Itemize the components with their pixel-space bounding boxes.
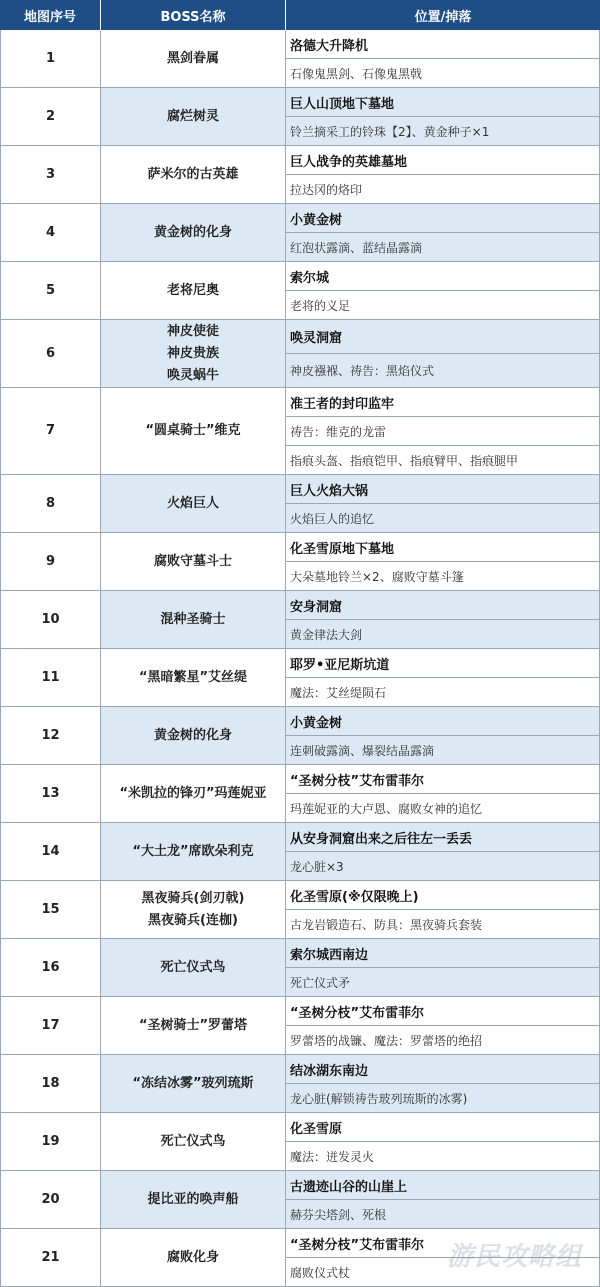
map-number-cell: 16 [0,939,101,997]
boss-name: “圆桌骑士”维克 [145,423,241,438]
map-number-cell: 18 [0,1055,101,1113]
location-cell: 巨人山顶地下墓地 [286,88,600,117]
drop-item-cell: 祷告：维克的龙雷 [286,417,600,446]
boss-name-cell [101,204,286,262]
location-cell: 古遗迹山谷的山崖上 [286,1171,600,1200]
boss-name: “冻结冰雾”玻列琉斯 [132,1075,254,1091]
location-cell: 唤灵洞窟 [286,320,600,354]
boss-name: 黄金树的化身 [153,727,232,743]
boss-name: 混种圣骑士 [160,611,226,627]
map-number-cell: 8 [0,475,101,533]
map-number-cell: 10 [0,591,101,649]
location-cell: 索尔城 [286,262,600,291]
map-number-cell: 14 [0,823,101,881]
location-cell: 索尔城西南边 [286,939,600,968]
boss-name-cell [101,146,286,204]
drop-item-cell: 罗蕾塔的战镰、魔法：罗蕾塔的绝招 [286,1026,600,1055]
boss-name-cell [101,707,286,765]
map-number-cell: 4 [0,204,101,262]
drop-item-cell: 死亡仪式矛 [286,968,600,997]
boss-name-cell [101,30,286,88]
boss-name: 萨米尔的古英雄 [147,166,239,182]
drop-item-cell: 赫芬尖塔剑、死根 [286,1200,600,1229]
map-number-cell: 17 [0,997,101,1055]
boss-name: 黑剑眷属 [166,50,219,66]
boss-name-cell [101,88,286,146]
boss-name: “大土龙”席欧朵利克 [132,843,254,859]
location-cell: “圣树分枝”艾布雷菲尔 [286,1229,600,1258]
location-cell: 洛德大升降机 [286,30,600,59]
location-cell: 巨人战争的英雄墓地 [286,146,600,175]
drop-item-cell: 指痕头盔、指痕铠甲、指痕臂甲、指痕腿甲 [286,446,600,475]
boss-name-cell [101,1171,286,1229]
boss-name-cell [101,475,286,533]
location-cell: “圣树分枝”艾布雷菲尔 [286,765,600,794]
drop-item-cell: 神皮襁褓、祷告：黑焰仪式 [286,354,600,388]
boss-name: 神皮贵族 [166,345,219,361]
drop-item-cell: 火焰巨人的追忆 [286,504,600,533]
map-number-cell: 13 [0,765,101,823]
boss-name: 火焰巨人 [166,495,219,511]
location-cell: 结冰湖东南边 [286,1055,600,1084]
boss-name-cell [101,997,286,1055]
location-cell: 耶罗•亚尼斯坑道 [286,649,600,678]
boss-name-cell [101,765,286,823]
drop-item-cell: 铃兰摘采工的铃珠【2】、黄金种子×1 [286,117,600,146]
drop-item-cell: 石像鬼黑剑、石像鬼黑戟 [286,59,600,88]
map-number-cell: 19 [0,1113,101,1171]
map-number-cell: 6 [0,320,101,388]
boss-name: 死亡仪式鸟 [160,1133,226,1149]
drop-item-cell: 龙心脏(解锁祷告玻列琉斯的冰雾) [286,1084,600,1113]
boss-name: 腐败守墓斗士 [153,553,232,569]
location-cell: 巨人火焰大锅 [286,475,600,504]
boss-name: 黄金树的化身 [153,224,232,240]
boss-name-cell [101,1055,286,1113]
drop-item-cell: 老将的义足 [286,291,600,320]
boss-name: 腐败化身 [166,1249,219,1265]
location-cell: 准王者的封印监牢 [286,388,600,417]
map-number-cell: 7 [0,388,101,475]
watermark-logo: 游民攻略组 [446,1242,582,1272]
location-cell: 小黄金树 [286,204,600,233]
boss-name: 黑夜骑兵(剑刃戟) [141,890,245,906]
drop-item-cell: 黄金律法大剑 [286,620,600,649]
boss-name: 提比亚的唤声船 [147,1191,239,1207]
boss-name: “米凯拉的锋刃”玛莲妮亚 [119,785,267,801]
drop-item-cell: 古龙岩锻造石、防具：黑夜骑兵套装 [286,910,600,939]
location-cell: 化圣雪原地下墓地 [286,533,600,562]
map-number-cell: 12 [0,707,101,765]
map-number-cell: 2 [0,88,101,146]
drop-item-cell: 红泡状露滴、蓝结晶露滴 [286,233,600,262]
drop-item-cell: 拉达冈的烙印 [286,175,600,204]
boss-name-cell [101,649,286,707]
boss-name-cell [101,823,286,881]
header-map-number: 地图序号 [0,0,101,30]
boss-name: “黑暗繁星”艾丝缇 [138,669,248,685]
location-cell: 化圣雪原(※仅限晚上) [286,881,600,910]
map-number-cell: 9 [0,533,101,591]
drop-item-cell: 大朵墓地铃兰×2、腐败守墓斗篷 [286,562,600,591]
location-cell: 从安身洞窟出来之后往左一丢丢 [286,823,600,852]
map-number-cell: 11 [0,649,101,707]
boss-name-cell [101,320,286,388]
drop-item-cell: 玛莲妮亚的大卢恩、腐败女神的追忆 [286,794,600,823]
boss-name: 唤灵蜗牛 [166,367,219,383]
boss-name: 神皮使徒 [166,323,219,339]
map-number-cell: 3 [0,146,101,204]
boss-name: 腐烂树灵 [166,108,219,124]
boss-name-cell [101,533,286,591]
map-number-cell: 15 [0,881,101,939]
boss-name: “圣树骑士”罗蕾塔 [138,1017,248,1033]
boss-name-cell [101,1113,286,1171]
drop-item-cell: 连刺破露滴、爆裂结晶露滴 [286,736,600,765]
boss-name: 死亡仪式鸟 [160,959,226,975]
map-number-cell: 5 [0,262,101,320]
header-boss-name: BOSS名称 [101,0,286,30]
boss-name-cell [101,262,286,320]
map-number-cell: 21 [0,1229,101,1287]
location-cell: 安身洞窟 [286,591,600,620]
drop-item-cell: 魔法：艾丝缇陨石 [286,678,600,707]
drop-item-cell: 龙心脏×3 [286,852,600,881]
boss-name-cell [101,939,286,997]
drop-item-cell: 魔法：迸发灵火 [286,1142,600,1171]
boss-name: 黑夜骑兵(连枷) [148,912,238,928]
boss-name-cell [101,1229,286,1287]
boss-name-cell [101,591,286,649]
map-number-cell: 1 [0,30,101,88]
boss-name-cell [101,388,286,475]
location-cell: “圣树分枝”艾布雷菲尔 [286,997,600,1026]
boss-name: 老将尼奥 [166,282,219,298]
boss-name-cell [101,881,286,939]
header-location-drop: 位置/掉落 [286,0,600,30]
drop-item-cell: 腐败仪式杖 [286,1258,600,1287]
location-cell: 化圣雪原 [286,1113,600,1142]
map-number-cell: 20 [0,1171,101,1229]
location-cell: 小黄金树 [286,707,600,736]
